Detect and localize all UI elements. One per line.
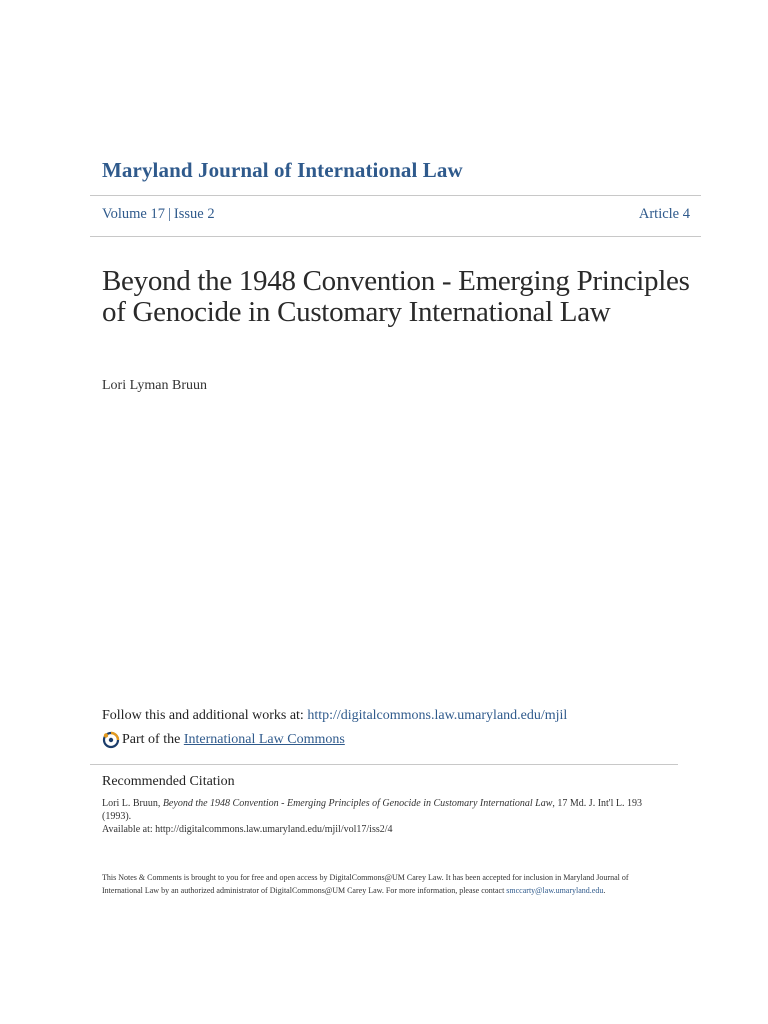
part-of-prefix: Part of the bbox=[122, 732, 181, 747]
footer-text: This Notes & Comments is brought to you for free and open access by DigitalCommons@UM Carey Law. It has been accepted for inclusion in Maryland Journal of International Law by an authorized administrator of DigitalCommons@UM Carey Law. For more information, please contact bbox=[102, 873, 629, 895]
article-title: Beyond the 1948 Convention - Emerging Principles of Genocide in Customary International Law bbox=[102, 265, 690, 328]
divider bbox=[90, 236, 701, 237]
international-law-commons-link[interactable]: International Law Commons bbox=[183, 732, 345, 747]
follow-prefix: Follow this and additional works at: bbox=[102, 708, 308, 723]
digital-commons-network-icon bbox=[102, 731, 120, 749]
recommended-citation-heading: Recommended Citation bbox=[102, 774, 235, 789]
divider bbox=[90, 195, 701, 196]
divider bbox=[90, 764, 678, 765]
footer-note bbox=[102, 871, 662, 897]
issue-link[interactable]: Issue 2 bbox=[173, 206, 215, 222]
volume-issue-separator: | bbox=[167, 206, 171, 222]
article-number[interactable]: Article 4 bbox=[638, 206, 690, 222]
follow-line bbox=[102, 708, 567, 724]
part-of-line bbox=[102, 731, 345, 749]
footer-end: . bbox=[603, 886, 606, 895]
citation-title: Beyond the 1948 Convention - Emerging Principles of Genocide in Customary International Law bbox=[162, 798, 553, 809]
citation-rest: , 17 Md. J. Int'l L. 193 (1993). bbox=[102, 798, 642, 822]
article-author: Lori Lyman Bruun bbox=[102, 378, 207, 393]
citation-available: Available at: http://digitalcommons.law.umaryland.edu/mjil/vol17/iss2/4 bbox=[102, 824, 393, 835]
collection-link[interactable]: http://digitalcommons.law.umaryland.edu/mjil bbox=[307, 708, 568, 723]
contact-email-link[interactable]: smccarty@law.umaryland.edu bbox=[506, 886, 604, 895]
citation-author: Lori L. Bruun, bbox=[102, 798, 163, 809]
volume-link[interactable]: Volume 17 bbox=[102, 206, 165, 222]
journal-title[interactable]: Maryland Journal of International Law bbox=[102, 158, 463, 182]
citation-text bbox=[102, 797, 662, 836]
volume-issue-row bbox=[102, 206, 690, 223]
